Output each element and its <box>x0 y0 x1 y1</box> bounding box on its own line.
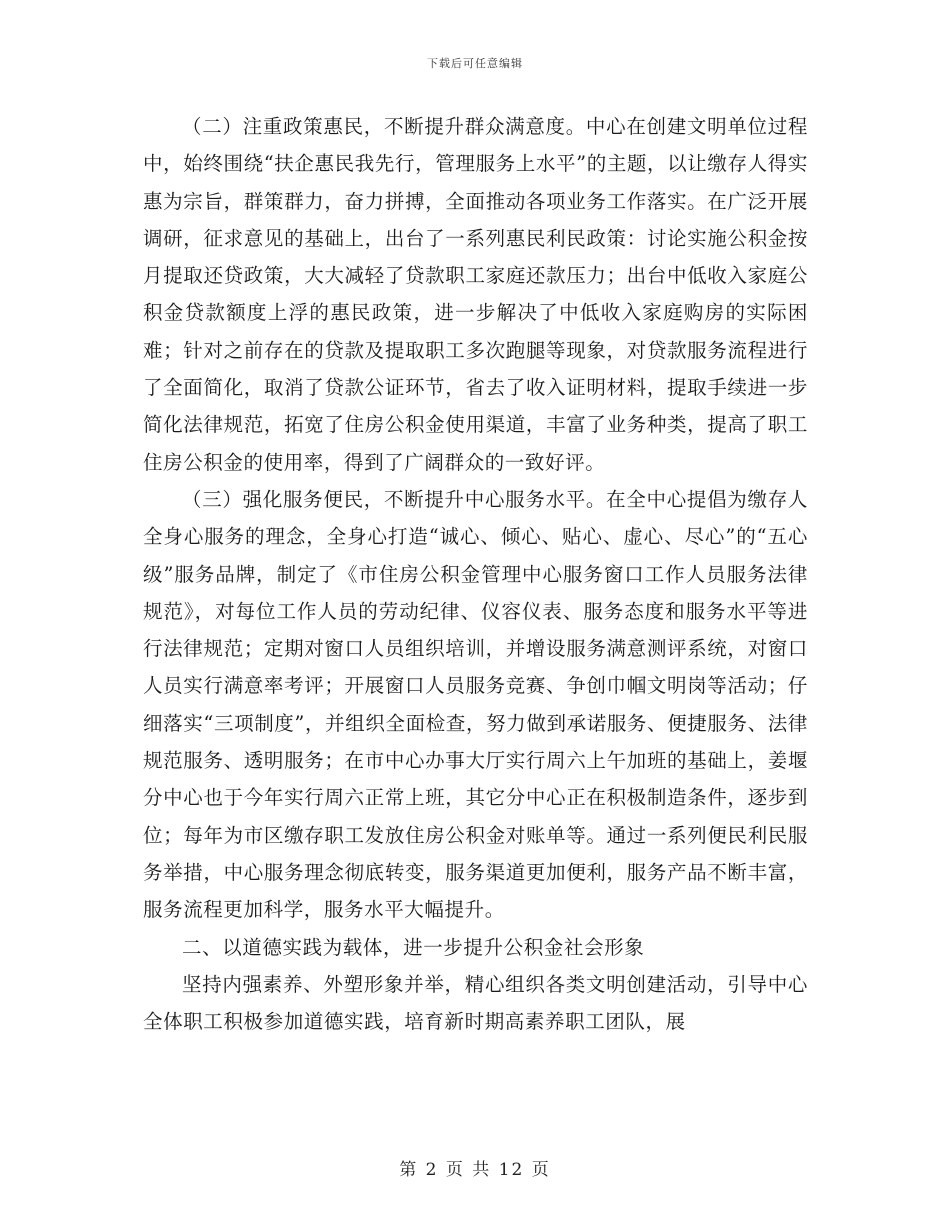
page-footer-number: 第 2 页 共 12 页 <box>399 1160 551 1180</box>
section-heading-two: 二、以道德实践为载体，进一步提升公积金社会形象 <box>182 935 645 959</box>
paragraph-service-convenience: （三）强化服务便民，不断提升中心服务水平。在全中心提倡为缴存人全身心服务的理念，全身心打造“诚心、倾心、贴心、虚心、尽心”的“五心级”服务品牌，制定了《市住房公积金管理中心服务窗口工作人员服务法律规范》，对每位工作人员的劳动纪律、仪容仪表、服务态度和服务水平等进行法律规范；定期对窗口人员组织培训，并增设服务满意测评系统，对窗口人员实行满意率考评；开展窗口人员服务竞赛、争创巾帼文明岗等活动；仔细落实“三项制度”，并组织全面检查，努力做到承诺服务、便捷服务、法律规范服务、透明服务；在市中心办事大厅实行周六上午加班的基础上，姜堰分中心也于今年实行周六正常上班，其它分中心正在积极制造条件，逐步到位；每年为市区缴存职工发放住房公积金对账单等。通过一系列便民利民服务举措，中心服务理念彻底转变，服务渠道更加便利，服务产品不断丰富，服务流程更加科学，服务水平大幅提升。 <box>143 487 808 922</box>
page-header-note: 下载后可任意编辑 <box>427 57 523 70</box>
paragraph-moral-practice: 坚持内强素养、外塑形象并举，精心组织各类文明创建活动，引导中心全体职工积极参加道德实践，培育新时期高素养职工团队，展 <box>143 972 808 1034</box>
document-body <box>143 108 808 1040</box>
paragraph-policy-benefit: （二）注重政策惠民，不断提升群众满意度。中心在创建文明单位过程中，始终围绕“扶企惠民我先行，管理服务上水平”的主题，以让缴存人得实惠为宗旨，群策群力，奋力拼搏，全面推动各项业务工作落实。在广泛开展调研，征求意见的基础上，出台了一系列惠民利民政策：讨论实施公积金按月提取还贷政策，大大减轻了贷款职工家庭还款压力；出台中低收入家庭公积金贷款额度上浮的惠民政策，进一步解决了中低收入家庭购房的实际困难；针对之前存在的贷款及提取职工多次跑腿等现象，对贷款服务流程进行了全面简化，取消了贷款公证环节，省去了收入证明材料，提取手续进一步简化法律规范，拓宽了住房公积金使用渠道，丰富了业务种类，提高了职工住房公积金的使用率，得到了广阔群众的一致好评。 <box>143 115 808 474</box>
